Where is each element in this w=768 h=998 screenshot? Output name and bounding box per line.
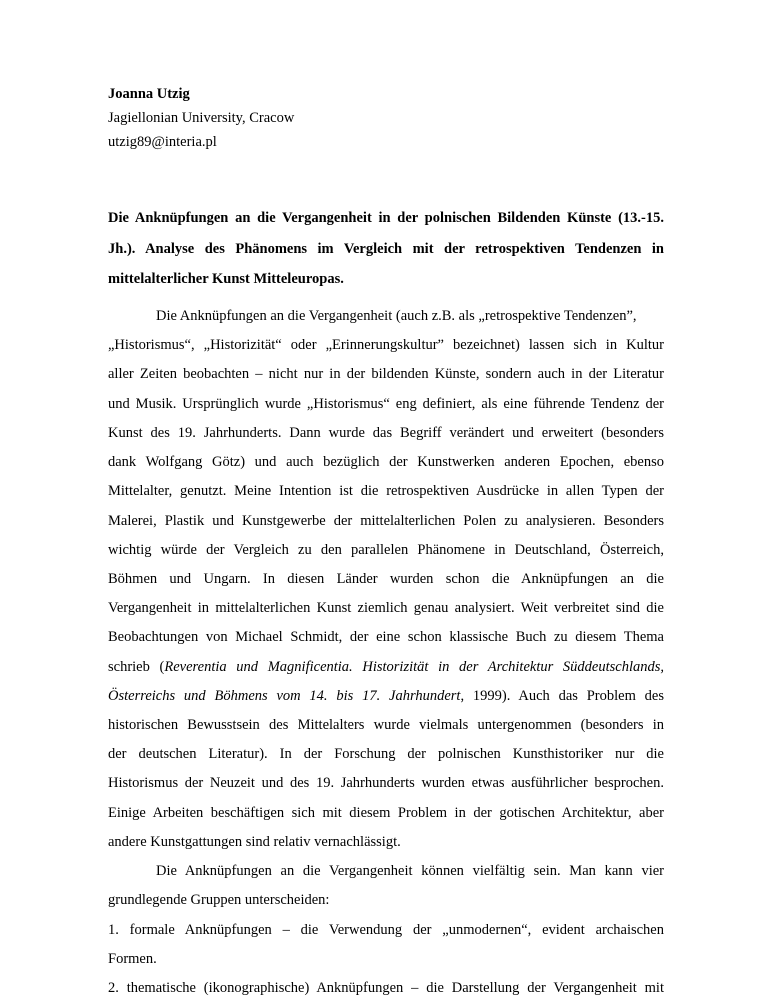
author-name: Joanna Utzig [108,86,190,102]
body-line: Böhmen und Ungarn. In diesen Länder wurden schon die Anknüpfungen an die [108,570,664,587]
body-line: historischen Bewusstsein des Mittelalters wurde vielmals untergenommen (besonders in [108,717,664,734]
book-title: Österreichs und Böhmens vom 14. bis 17. Jahrhundert [108,687,461,704]
body-line: Beobachtungen von Michael Schmidt, der eine schon klassische Buch zu diesem Thema [108,629,664,646]
body-line: grundlegende Gruppen unterscheiden: [108,892,330,909]
body-line: Formen. [108,950,157,967]
author-email: utzig89@interia.pl [108,134,217,150]
title-line: Die Anknüpfungen an die Vergangenheit in der polnischen Bildenden Künste (13.-15. [108,210,664,226]
body-line: Vergangenheit in mittelalterlichen Kunst ziemlich genau analysiert. Weit verbreitet sind die [108,600,664,617]
body-line: aller Zeiten beobachten – nicht nur in der bildenden Künste, sondern auch in der Literatur [108,366,664,383]
body-line: Malerei, Plastik und Kunstgewerbe der mittelalterlichen Polen zu analysieren. Besonders [108,512,664,529]
book-title: Reverentia und Magnificentia. Historizität in der Architektur Süddeutschlands, [164,658,665,675]
body-line: wichtig würde der Vergleich zu den parallelen Phänomene in Deutschland, Österreich, [108,541,664,558]
body-line: „Historismus“, „Historizität“ oder „Erinnerungskultur” bezeichnet) lassen sich in Kultur [108,337,664,354]
paper-title [108,203,664,295]
body-line: Kunst des 19. Jahrhunderts. Dann wurde das Begriff verändert und erweitert (besonders [108,424,664,441]
body-line: dank Wolfgang Götz) und auch bezüglich der Kunstwerken anderen Epochen, ebenso [108,454,664,471]
title-line: Jh.). Analyse des Phänomens im Vergleich mit der retrospektiven Tendenzen in [108,240,664,257]
title-line: mittelalterlicher Kunst Mitteleuropas. [108,271,344,287]
body-text-span: , 1999). Auch das Problem des [460,687,665,704]
body-line: Die Anknüpfungen an die Vergangenheit (auch z.B. als „retrospektive Tendenzen”, [156,308,637,324]
body-line: Historismus der Neuzeit und des 19. Jahrhunderts wurden etwas ausführlicher besprochen. [108,775,664,792]
body-line: Einige Arbeiten beschäftigen sich mit diesem Problem in der gotischen Architektur, aber [108,804,664,821]
body-line [108,686,664,706]
body-line [108,657,664,677]
body-line: der deutschen Literatur). In der Forschung der polnischen Kunsthistoriker nur die [108,746,664,763]
body-line: andere Kunstgattungen sind relativ vernachlässigt. [108,833,401,850]
author-block [108,82,294,154]
body-line: und Musik. Ursprünglich wurde „Historismus“ eng definiert, als eine führende Tendenz der [108,395,664,412]
author-affiliation: Jagiellonian University, Cracow [108,110,295,126]
body-line: 2. thematische (ikonographische) Anknüpfungen – die Darstellung der Vergangenheit mit [108,980,664,996]
body-line: 1. formale Anknüpfungen – die Verwendung der „unmodernen“, evident archaischen [108,921,664,938]
body-text-span: schrieb ( [108,658,165,675]
body-line: Die Anknüpfungen an die Vergangenheit können vielfältig sein. Man kann vier [156,863,664,880]
body-line: Mittelalter, genutzt. Meine Intention ist die retrospektiven Ausdrücke in allen Typen der [108,483,664,500]
